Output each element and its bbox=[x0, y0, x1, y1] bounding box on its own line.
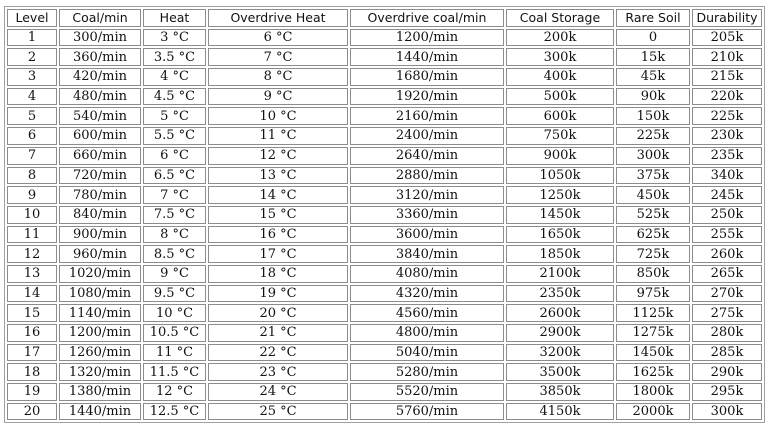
cell-rare-soil: 850k bbox=[616, 265, 690, 283]
cell-coal-per-min: 1260/min bbox=[59, 344, 141, 362]
cell-durability: 260k bbox=[692, 245, 762, 263]
cell-coal-storage: 200k bbox=[506, 29, 614, 47]
cell-rare-soil: 1275k bbox=[616, 324, 690, 342]
cell-overdrive-coal-per-min: 1200/min bbox=[350, 29, 504, 47]
cell-overdrive-coal-per-min: 1920/min bbox=[350, 88, 504, 106]
cell-level: 8 bbox=[7, 167, 57, 185]
cell-durability: 220k bbox=[692, 88, 762, 106]
cell-level: 3 bbox=[7, 68, 57, 86]
cell-rare-soil: 450k bbox=[616, 186, 690, 204]
cell-rare-soil: 225k bbox=[616, 127, 690, 145]
cell-coal-storage: 1850k bbox=[506, 245, 614, 263]
cell-overdrive-coal-per-min: 2640/min bbox=[350, 147, 504, 165]
cell-rare-soil: 725k bbox=[616, 245, 690, 263]
cell-rare-soil: 625k bbox=[616, 226, 690, 244]
cell-heat: 11.5 °C bbox=[143, 363, 206, 381]
cell-heat: 5 °C bbox=[143, 107, 206, 125]
table-row bbox=[7, 206, 762, 224]
table-row bbox=[7, 265, 762, 283]
table-row bbox=[7, 186, 762, 204]
header-overdrive-heat: Overdrive Heat bbox=[208, 9, 348, 27]
cell-overdrive-coal-per-min: 5520/min bbox=[350, 383, 504, 401]
cell-overdrive-coal-per-min: 3120/min bbox=[350, 186, 504, 204]
table-row bbox=[7, 285, 762, 303]
cell-coal-per-min: 1020/min bbox=[59, 265, 141, 283]
cell-overdrive-coal-per-min: 4080/min bbox=[350, 265, 504, 283]
cell-heat: 4 °C bbox=[143, 68, 206, 86]
cell-overdrive-heat: 13 °C bbox=[208, 167, 348, 185]
cell-overdrive-heat: 9 °C bbox=[208, 88, 348, 106]
furnace-upgrade-table bbox=[4, 6, 765, 423]
cell-coal-storage: 500k bbox=[506, 88, 614, 106]
cell-rare-soil: 525k bbox=[616, 206, 690, 224]
cell-rare-soil: 1625k bbox=[616, 363, 690, 381]
table-row bbox=[7, 127, 762, 145]
cell-heat: 4.5 °C bbox=[143, 88, 206, 106]
table-row bbox=[7, 344, 762, 362]
cell-coal-per-min: 300/min bbox=[59, 29, 141, 47]
cell-coal-storage: 3850k bbox=[506, 383, 614, 401]
cell-overdrive-coal-per-min: 3840/min bbox=[350, 245, 504, 263]
header-overdrive-coal-per-min: Overdrive coal/min bbox=[350, 9, 504, 27]
cell-durability: 205k bbox=[692, 29, 762, 47]
cell-heat: 5.5 °C bbox=[143, 127, 206, 145]
cell-overdrive-coal-per-min: 5040/min bbox=[350, 344, 504, 362]
cell-heat: 11 °C bbox=[143, 344, 206, 362]
cell-coal-storage: 750k bbox=[506, 127, 614, 145]
cell-overdrive-coal-per-min: 5280/min bbox=[350, 363, 504, 381]
cell-heat: 3 °C bbox=[143, 29, 206, 47]
cell-coal-per-min: 720/min bbox=[59, 167, 141, 185]
cell-coal-storage: 2600k bbox=[506, 304, 614, 322]
cell-coal-per-min: 1320/min bbox=[59, 363, 141, 381]
cell-level: 19 bbox=[7, 383, 57, 401]
cell-durability: 300k bbox=[692, 403, 762, 421]
cell-rare-soil: 0 bbox=[616, 29, 690, 47]
cell-level: 7 bbox=[7, 147, 57, 165]
cell-rare-soil: 1800k bbox=[616, 383, 690, 401]
cell-overdrive-coal-per-min: 2160/min bbox=[350, 107, 504, 125]
cell-coal-storage: 300k bbox=[506, 48, 614, 66]
cell-rare-soil: 1450k bbox=[616, 344, 690, 362]
cell-coal-storage: 900k bbox=[506, 147, 614, 165]
cell-level: 18 bbox=[7, 363, 57, 381]
cell-heat: 10 °C bbox=[143, 304, 206, 322]
cell-heat: 12.5 °C bbox=[143, 403, 206, 421]
cell-level: 16 bbox=[7, 324, 57, 342]
cell-overdrive-coal-per-min: 2400/min bbox=[350, 127, 504, 145]
cell-coal-storage: 2350k bbox=[506, 285, 614, 303]
cell-coal-storage: 1650k bbox=[506, 226, 614, 244]
cell-heat: 6 °C bbox=[143, 147, 206, 165]
cell-overdrive-coal-per-min: 4560/min bbox=[350, 304, 504, 322]
cell-durability: 270k bbox=[692, 285, 762, 303]
header-row bbox=[7, 9, 762, 27]
cell-overdrive-heat: 18 °C bbox=[208, 265, 348, 283]
cell-overdrive-heat: 8 °C bbox=[208, 68, 348, 86]
cell-rare-soil: 45k bbox=[616, 68, 690, 86]
cell-coal-storage: 600k bbox=[506, 107, 614, 125]
cell-heat: 7 °C bbox=[143, 186, 206, 204]
cell-overdrive-heat: 17 °C bbox=[208, 245, 348, 263]
cell-durability: 215k bbox=[692, 68, 762, 86]
cell-durability: 235k bbox=[692, 147, 762, 165]
cell-overdrive-heat: 12 °C bbox=[208, 147, 348, 165]
cell-level: 6 bbox=[7, 127, 57, 145]
cell-heat: 9 °C bbox=[143, 265, 206, 283]
cell-level: 17 bbox=[7, 344, 57, 362]
cell-coal-storage: 2100k bbox=[506, 265, 614, 283]
cell-rare-soil: 1125k bbox=[616, 304, 690, 322]
cell-coal-per-min: 660/min bbox=[59, 147, 141, 165]
cell-overdrive-heat: 20 °C bbox=[208, 304, 348, 322]
cell-coal-storage: 400k bbox=[506, 68, 614, 86]
cell-overdrive-heat: 15 °C bbox=[208, 206, 348, 224]
cell-coal-per-min: 1440/min bbox=[59, 403, 141, 421]
cell-level: 15 bbox=[7, 304, 57, 322]
table-row bbox=[7, 29, 762, 47]
cell-coal-per-min: 780/min bbox=[59, 186, 141, 204]
cell-coal-per-min: 1080/min bbox=[59, 285, 141, 303]
cell-coal-storage: 4150k bbox=[506, 403, 614, 421]
cell-durability: 230k bbox=[692, 127, 762, 145]
cell-overdrive-coal-per-min: 3600/min bbox=[350, 226, 504, 244]
header-durability: Durability bbox=[692, 9, 762, 27]
cell-overdrive-heat: 21 °C bbox=[208, 324, 348, 342]
cell-level: 14 bbox=[7, 285, 57, 303]
cell-overdrive-heat: 7 °C bbox=[208, 48, 348, 66]
cell-level: 5 bbox=[7, 107, 57, 125]
cell-durability: 250k bbox=[692, 206, 762, 224]
table-row bbox=[7, 68, 762, 86]
cell-coal-storage: 3500k bbox=[506, 363, 614, 381]
cell-coal-per-min: 1140/min bbox=[59, 304, 141, 322]
cell-coal-per-min: 1380/min bbox=[59, 383, 141, 401]
cell-durability: 210k bbox=[692, 48, 762, 66]
cell-overdrive-heat: 10 °C bbox=[208, 107, 348, 125]
cell-overdrive-coal-per-min: 4800/min bbox=[350, 324, 504, 342]
header-coal-storage: Coal Storage bbox=[506, 9, 614, 27]
cell-coal-per-min: 960/min bbox=[59, 245, 141, 263]
cell-durability: 280k bbox=[692, 324, 762, 342]
table-row bbox=[7, 363, 762, 381]
cell-level: 2 bbox=[7, 48, 57, 66]
cell-overdrive-coal-per-min: 4320/min bbox=[350, 285, 504, 303]
cell-rare-soil: 2000k bbox=[616, 403, 690, 421]
cell-level: 13 bbox=[7, 265, 57, 283]
cell-overdrive-coal-per-min: 5760/min bbox=[350, 403, 504, 421]
table-row bbox=[7, 304, 762, 322]
cell-overdrive-heat: 16 °C bbox=[208, 226, 348, 244]
cell-overdrive-coal-per-min: 1440/min bbox=[350, 48, 504, 66]
cell-rare-soil: 90k bbox=[616, 88, 690, 106]
cell-coal-storage: 1050k bbox=[506, 167, 614, 185]
cell-level: 4 bbox=[7, 88, 57, 106]
cell-overdrive-heat: 25 °C bbox=[208, 403, 348, 421]
cell-heat: 6.5 °C bbox=[143, 167, 206, 185]
table-row bbox=[7, 167, 762, 185]
cell-durability: 275k bbox=[692, 304, 762, 322]
cell-durability: 285k bbox=[692, 344, 762, 362]
cell-rare-soil: 975k bbox=[616, 285, 690, 303]
cell-heat: 10.5 °C bbox=[143, 324, 206, 342]
table-row bbox=[7, 147, 762, 165]
cell-durability: 225k bbox=[692, 107, 762, 125]
cell-coal-per-min: 540/min bbox=[59, 107, 141, 125]
table-row bbox=[7, 107, 762, 125]
table-row bbox=[7, 383, 762, 401]
header-heat: Heat bbox=[143, 9, 206, 27]
table-row bbox=[7, 226, 762, 244]
cell-coal-storage: 3200k bbox=[506, 344, 614, 362]
cell-durability: 340k bbox=[692, 167, 762, 185]
cell-coal-per-min: 480/min bbox=[59, 88, 141, 106]
table-body bbox=[7, 29, 762, 421]
cell-overdrive-heat: 11 °C bbox=[208, 127, 348, 145]
cell-rare-soil: 15k bbox=[616, 48, 690, 66]
cell-heat: 8 °C bbox=[143, 226, 206, 244]
cell-coal-per-min: 420/min bbox=[59, 68, 141, 86]
cell-coal-storage: 1450k bbox=[506, 206, 614, 224]
header-rare-soil: Rare Soil bbox=[616, 9, 690, 27]
table-header bbox=[7, 9, 762, 27]
cell-overdrive-coal-per-min: 2880/min bbox=[350, 167, 504, 185]
cell-level: 12 bbox=[7, 245, 57, 263]
cell-rare-soil: 300k bbox=[616, 147, 690, 165]
cell-coal-storage: 1250k bbox=[506, 186, 614, 204]
cell-overdrive-heat: 22 °C bbox=[208, 344, 348, 362]
cell-heat: 12 °C bbox=[143, 383, 206, 401]
table-row bbox=[7, 48, 762, 66]
cell-rare-soil: 375k bbox=[616, 167, 690, 185]
cell-coal-per-min: 360/min bbox=[59, 48, 141, 66]
cell-level: 9 bbox=[7, 186, 57, 204]
cell-level: 10 bbox=[7, 206, 57, 224]
table-row bbox=[7, 403, 762, 421]
cell-overdrive-heat: 23 °C bbox=[208, 363, 348, 381]
cell-overdrive-coal-per-min: 3360/min bbox=[350, 206, 504, 224]
header-level: Level bbox=[7, 9, 57, 27]
cell-overdrive-heat: 24 °C bbox=[208, 383, 348, 401]
table-row bbox=[7, 245, 762, 263]
cell-heat: 8.5 °C bbox=[143, 245, 206, 263]
cell-level: 1 bbox=[7, 29, 57, 47]
cell-heat: 3.5 °C bbox=[143, 48, 206, 66]
cell-durability: 290k bbox=[692, 363, 762, 381]
cell-durability: 295k bbox=[692, 383, 762, 401]
header-coal-per-min: Coal/min bbox=[59, 9, 141, 27]
cell-durability: 255k bbox=[692, 226, 762, 244]
cell-coal-per-min: 840/min bbox=[59, 206, 141, 224]
table-row bbox=[7, 324, 762, 342]
cell-level: 20 bbox=[7, 403, 57, 421]
cell-heat: 9.5 °C bbox=[143, 285, 206, 303]
cell-coal-per-min: 1200/min bbox=[59, 324, 141, 342]
table-row bbox=[7, 88, 762, 106]
cell-rare-soil: 150k bbox=[616, 107, 690, 125]
cell-durability: 245k bbox=[692, 186, 762, 204]
cell-durability: 265k bbox=[692, 265, 762, 283]
cell-coal-storage: 2900k bbox=[506, 324, 614, 342]
cell-overdrive-heat: 6 °C bbox=[208, 29, 348, 47]
furnace-upgrade-table-container bbox=[4, 6, 765, 423]
cell-level: 11 bbox=[7, 226, 57, 244]
cell-heat: 7.5 °C bbox=[143, 206, 206, 224]
cell-coal-per-min: 900/min bbox=[59, 226, 141, 244]
cell-overdrive-heat: 19 °C bbox=[208, 285, 348, 303]
cell-overdrive-coal-per-min: 1680/min bbox=[350, 68, 504, 86]
cell-overdrive-heat: 14 °C bbox=[208, 186, 348, 204]
cell-coal-per-min: 600/min bbox=[59, 127, 141, 145]
